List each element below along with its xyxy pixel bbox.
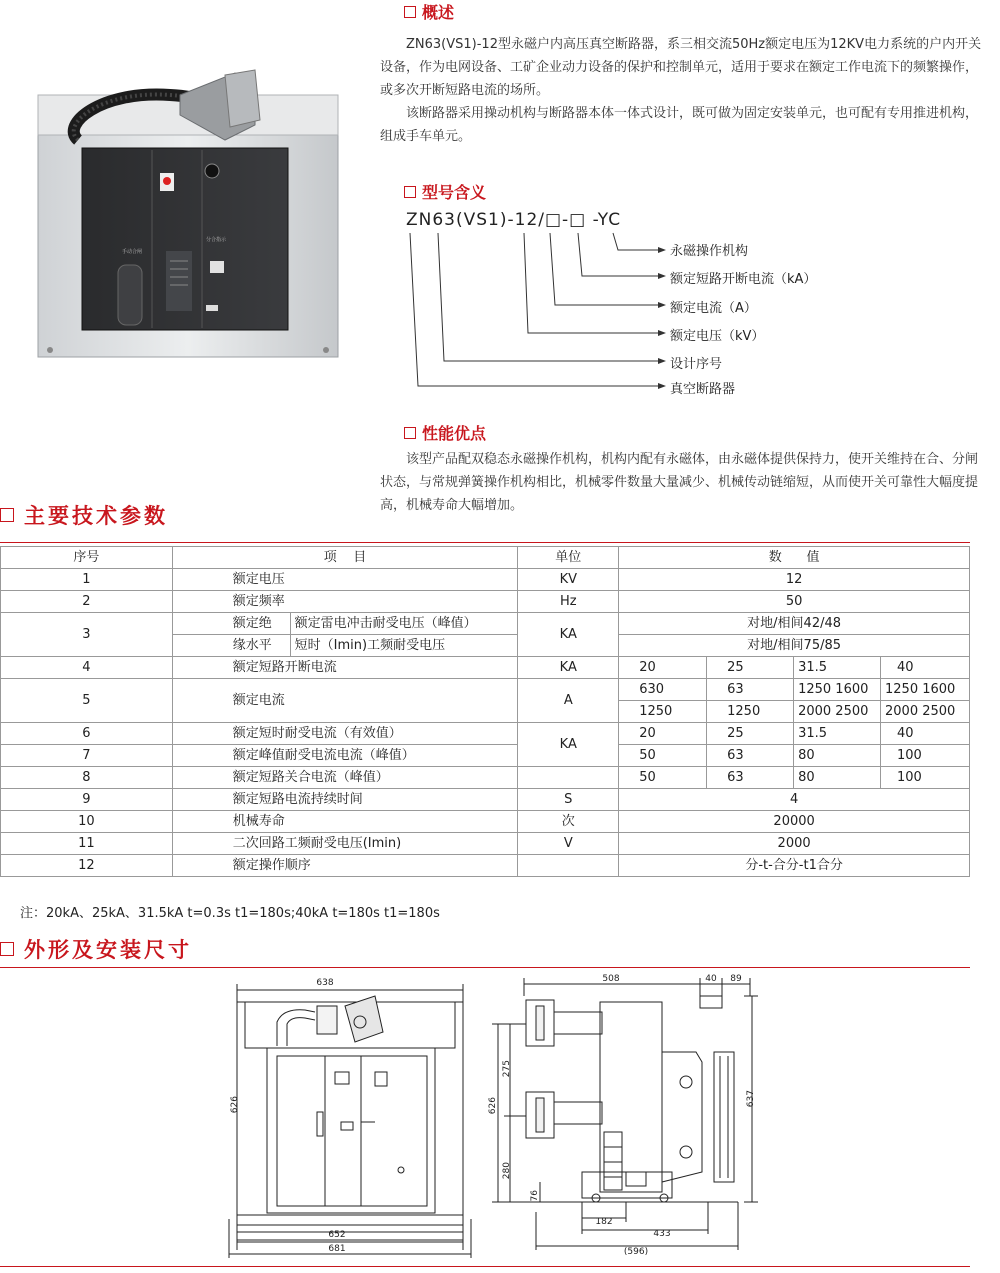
dim-side-b433: 433 <box>653 1229 671 1239</box>
dim-front-top: 638 <box>316 978 334 988</box>
specs-rule <box>0 542 970 543</box>
specs-heading <box>0 500 168 530</box>
advantages-heading <box>404 421 486 444</box>
cell-value: 2000 2500 <box>794 701 881 723</box>
header-no: 序号 <box>1 547 173 569</box>
spec-note: 注：20kA、25kA、31.5kA t=0.3s t1=180s;40kA t=180s t1=180s <box>20 906 440 921</box>
overview-title: 概述 <box>422 3 455 22</box>
dim-side-b182: 182 <box>595 1217 613 1227</box>
cell-value: 20 <box>619 657 707 679</box>
table-row <box>1 679 970 701</box>
checkbox-icon <box>404 6 416 18</box>
legend-1: 永磁操作机构 <box>670 244 749 259</box>
cell-item: 额定电流 <box>172 679 518 723</box>
cell-no: 3 <box>1 613 173 657</box>
cell-unit <box>518 767 619 789</box>
footer-rule <box>0 1266 970 1267</box>
legend-2: 额定短路开断电流（kA） <box>670 272 817 287</box>
cell-value: 分-t-合分-t1合分 <box>619 855 970 877</box>
cell-value: 对地/相间75/85 <box>619 635 970 657</box>
table-row <box>1 811 970 833</box>
cell-value: 50 <box>619 745 707 767</box>
cell-value: 630 <box>619 679 707 701</box>
cell-value: 1250 <box>619 701 707 723</box>
photo-label-1: 手动合闸 <box>122 249 143 255</box>
table-row <box>1 745 970 767</box>
cell-value: 2000 2500 <box>881 701 970 723</box>
cell-value: 20000 <box>619 811 970 833</box>
dimensions-heading <box>0 934 192 964</box>
cell-item: 额定频率 <box>172 591 518 613</box>
header-value: 数 值 <box>619 547 970 569</box>
overview-paragraph-2: 该断路器采用操动机构与断路器本体一体式设计，既可做为固定安装单元，也可配有专用推进机构，组成手车单元。 <box>380 106 979 144</box>
cell-no: 11 <box>1 833 173 855</box>
cell-value: 31.5 <box>794 657 881 679</box>
table-row <box>1 767 970 789</box>
legend-3: 额定电流（A） <box>670 301 757 316</box>
dim-front-height: 626 <box>230 1096 240 1114</box>
table-row <box>1 657 970 679</box>
cell-item: 额定短路开断电流 <box>172 657 518 679</box>
table-header-row <box>1 547 970 569</box>
cell-unit: KA <box>518 723 619 767</box>
cell-value: 63 <box>707 767 794 789</box>
cell-subitem: 短时（Imin)工频耐受电压 <box>290 635 518 657</box>
table-row <box>1 833 970 855</box>
cell-no: 2 <box>1 591 173 613</box>
dimensions-title: 外形及安装尺寸 <box>24 938 192 962</box>
overview-paragraph-1: ZN63(VS1)-12型永磁户内高压真空断路器，系三相交流50Hz额定电压为12KV电力系统的户内开关设备，作为电网设备、工矿企业动力设备的保护和控制单元，适用于要求在额定工作电流下的频繁操作，或多次开断短路电流的场所。 <box>380 37 982 98</box>
dim-side-275: 275 <box>502 1060 512 1078</box>
product-photo <box>30 65 348 365</box>
cell-item: 缘水平 <box>172 635 290 657</box>
dim-side-top3: 89 <box>730 974 742 984</box>
cell-value: 12 <box>619 569 970 591</box>
model-title: 型号含义 <box>422 183 487 202</box>
cell-value: 80 <box>794 745 881 767</box>
cell-value: 25 <box>707 723 794 745</box>
cell-value: 1250 1600 <box>881 679 970 701</box>
cell-unit: 次 <box>518 811 619 833</box>
cell-no: 5 <box>1 679 173 723</box>
dim-side-b596: (596) <box>623 1247 649 1257</box>
cell-unit: V <box>518 833 619 855</box>
cell-value: 1250 1600 <box>794 679 881 701</box>
advantages-paragraph: 该型产品配双稳态永磁操作机构，机构内配有永磁体，由永磁体提供保持力，使开关维持在合、分闸状态，与常规弹簧操作机构相比，机械零件数量大量减少、机械传动链缩短，从而使开关可靠性大幅度提高，机械寿命大幅增加。 <box>380 452 979 513</box>
checkbox-icon <box>404 427 416 439</box>
checkbox-icon <box>404 186 416 198</box>
table-row <box>1 723 970 745</box>
cell-item: 额定操作顺序 <box>172 855 518 877</box>
dim-side-280: 280 <box>502 1162 512 1180</box>
cell-value: 31.5 <box>794 723 881 745</box>
advantages-text <box>380 448 990 517</box>
legend-5: 设计序号 <box>670 357 723 372</box>
cell-item: 二次回路工频耐受电压(Imin) <box>172 833 518 855</box>
cell-unit <box>518 855 619 877</box>
model-heading <box>404 180 486 203</box>
header-unit: 单位 <box>518 547 619 569</box>
cell-value: 1250 <box>707 701 794 723</box>
cell-unit: S <box>518 789 619 811</box>
checkbox-icon <box>0 508 14 522</box>
cell-value: 50 <box>619 591 970 613</box>
spec-table <box>0 546 970 877</box>
cell-value: 63 <box>707 745 794 767</box>
cell-value: 20 <box>619 723 707 745</box>
dimensions-rule <box>0 967 970 968</box>
specs-title: 主要技术参数 <box>24 504 168 528</box>
model-code: ZN63(VS1)-12/□-□ -YC <box>406 210 622 230</box>
cell-no: 7 <box>1 745 173 767</box>
dim-front-b2: 681 <box>328 1244 346 1254</box>
table-row <box>1 789 970 811</box>
cell-no: 9 <box>1 789 173 811</box>
dim-side-626: 626 <box>488 1097 498 1115</box>
dim-front-b1: 652 <box>328 1230 346 1240</box>
cell-item: 额定峰值耐受电流电流（峰值） <box>172 745 518 767</box>
cell-value: 40 <box>881 657 970 679</box>
header-item: 项 目 <box>172 547 518 569</box>
legend-4: 额定电压（kV） <box>670 329 765 344</box>
cell-value: 25 <box>707 657 794 679</box>
cell-no: 8 <box>1 767 173 789</box>
advantages-title: 性能优点 <box>422 424 487 443</box>
table-row <box>1 855 970 877</box>
cell-item: 额定绝 <box>172 613 290 635</box>
cell-value: 2000 <box>619 833 970 855</box>
cell-item: 额定短路关合电流（峰值） <box>172 767 518 789</box>
legend-6: 真空断路器 <box>670 382 736 397</box>
cell-item: 额定短时耐受电流（有效值） <box>172 723 518 745</box>
cell-unit: A <box>518 679 619 723</box>
cell-unit: KA <box>518 657 619 679</box>
model-legend-lines <box>400 228 670 398</box>
side-view-drawing <box>486 972 776 1262</box>
table-row <box>1 591 970 613</box>
cell-no: 1 <box>1 569 173 591</box>
dim-side-76: 76 <box>530 1190 540 1202</box>
cell-no: 4 <box>1 657 173 679</box>
checkbox-icon <box>0 942 14 956</box>
cell-item: 额定电压 <box>172 569 518 591</box>
table-row <box>1 613 970 635</box>
cell-unit: Hz <box>518 591 619 613</box>
dim-side-top1: 508 <box>602 974 620 984</box>
dim-side-637: 637 <box>746 1090 756 1108</box>
overview-heading <box>404 0 454 23</box>
front-view-drawing <box>225 972 480 1262</box>
cell-value: 40 <box>881 723 970 745</box>
cell-value: 4 <box>619 789 970 811</box>
cell-item: 额定短路电流持续时间 <box>172 789 518 811</box>
cell-unit: KV <box>518 569 619 591</box>
table-row <box>1 569 970 591</box>
cell-unit: KA <box>518 613 619 657</box>
cell-value: 50 <box>619 767 707 789</box>
photo-label-2: 分合指示 <box>206 237 227 243</box>
cell-item: 机械寿命 <box>172 811 518 833</box>
cell-value: 对地/相间42/48 <box>619 613 970 635</box>
cell-subitem: 额定雷电冲击耐受电压（峰值） <box>290 613 518 635</box>
cell-value: 100 <box>881 767 970 789</box>
dim-side-top2: 40 <box>705 974 717 984</box>
cell-no: 6 <box>1 723 173 745</box>
cell-value: 80 <box>794 767 881 789</box>
cell-no: 12 <box>1 855 173 877</box>
cell-no: 10 <box>1 811 173 833</box>
cell-value: 63 <box>707 679 794 701</box>
overview-text <box>380 33 990 148</box>
cell-value: 100 <box>881 745 970 767</box>
